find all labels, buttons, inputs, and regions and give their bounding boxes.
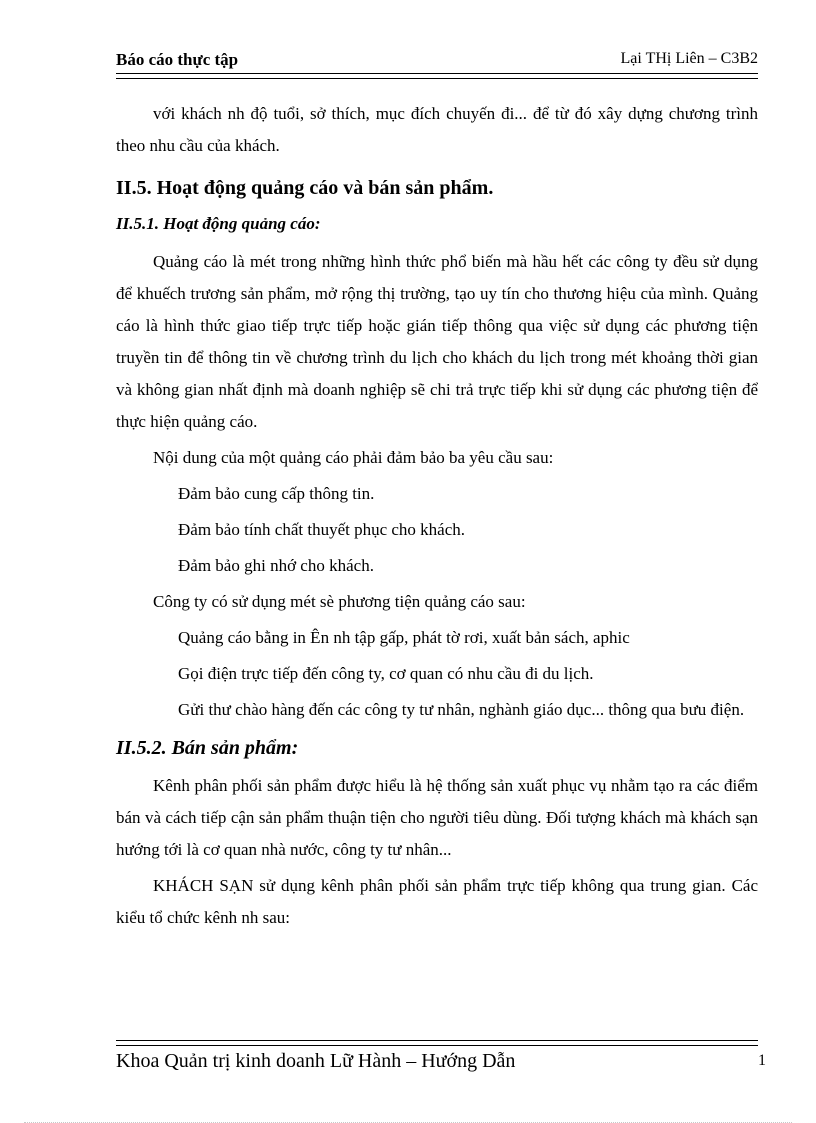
page-footer bbox=[116, 1050, 766, 1080]
paragraph-intro: với khách nh độ tuổi, sở thích, mục đích chuyến đi... để từ đó xây dựng chương trình theo nhu cầu của khách. bbox=[116, 104, 758, 155]
header-author: Lại THị Liên – C3B2 bbox=[620, 50, 758, 67]
page-header bbox=[116, 46, 758, 76]
subsection-heading-ii52: II.5.2. Bán sản phẩm: bbox=[116, 737, 299, 759]
page-body bbox=[116, 98, 758, 934]
requirement-item: Đảm bảo tính chất thuyết phục cho khách. bbox=[178, 520, 466, 539]
paragraph-distribution: Kênh phân phối sản phẩm được hiểu là hệ thống sản xuất phục vụ nhằm tạo ra các điểm bán và cách tiếp cận sản phẩm thuận tiện cho người tiêu dùng. Đối tượng khách mà khách sạn hướng tới là cơ quan nhà nước, công ty tư nhân... bbox=[116, 776, 758, 859]
header-divider bbox=[116, 73, 758, 79]
media-item: Gọi điện trực tiếp đến công ty, cơ quan có nhu cầu đi du lịch. bbox=[178, 664, 594, 683]
page-number: 1 bbox=[758, 1052, 766, 1069]
paragraph-requirements-intro: Nội dung của một quảng cáo phải đảm bảo ba yêu cầu sau: bbox=[153, 448, 554, 467]
requirement-item: Đảm bảo cung cấp thông tin. bbox=[178, 484, 375, 503]
paragraph-media-intro: Công ty có sử dụng mét sè phương tiện quảng cáo sau: bbox=[153, 592, 526, 611]
subsection-heading-ii51: II.5.1. Hoạt động quảng cáo: bbox=[116, 214, 321, 233]
footer-faculty: Khoa Quản trị kinh doanh Lữ Hành – Hướng Dẫn bbox=[116, 1050, 516, 1072]
requirement-item: Đảm bảo ghi nhớ cho khách. bbox=[178, 556, 374, 575]
media-item: Quảng cáo bằng in Ên nh tập gấp, phát tờ rơi, xuất bản sách, aphic bbox=[178, 628, 630, 647]
section-heading-ii5: II.5. Hoạt động quảng cáo và bán sản phẩm. bbox=[116, 177, 494, 199]
footer-divider bbox=[116, 1040, 758, 1046]
paragraph-advertising: Quảng cáo là mét trong những hình thức phổ biến mà hầu hết các công ty đều sử dụng để khuếch trương sản phẩm, mở rộng thị trường, tạo uy tín cho thương hiệu của mình. Quảng cáo là hình thức giao tiếp trực tiếp hoặc gián tiếp thông qua việc sử dụng các phương tiện truyền tin để thông tin về chương trình du lịch cho khách du lịch trong mét khoảng thời gian và không gian nhất định mà doanh nghiệp sẽ chi trả trực tiếp khi sử dụng các phương tiện để thực hiện quảng cáo. bbox=[116, 252, 758, 431]
media-item: Gửi thư chào hàng đến các công ty tư nhân, nghành giáo dục... thông qua bưu điện. bbox=[178, 700, 745, 719]
paragraph-channel: KHÁCH SẠN sử dụng kênh phân phối sản phẩm trực tiếp không qua trung gian. Các kiểu tổ chức kênh nh sau: bbox=[116, 876, 758, 927]
header-report-title: Báo cáo thực tập bbox=[116, 50, 239, 69]
